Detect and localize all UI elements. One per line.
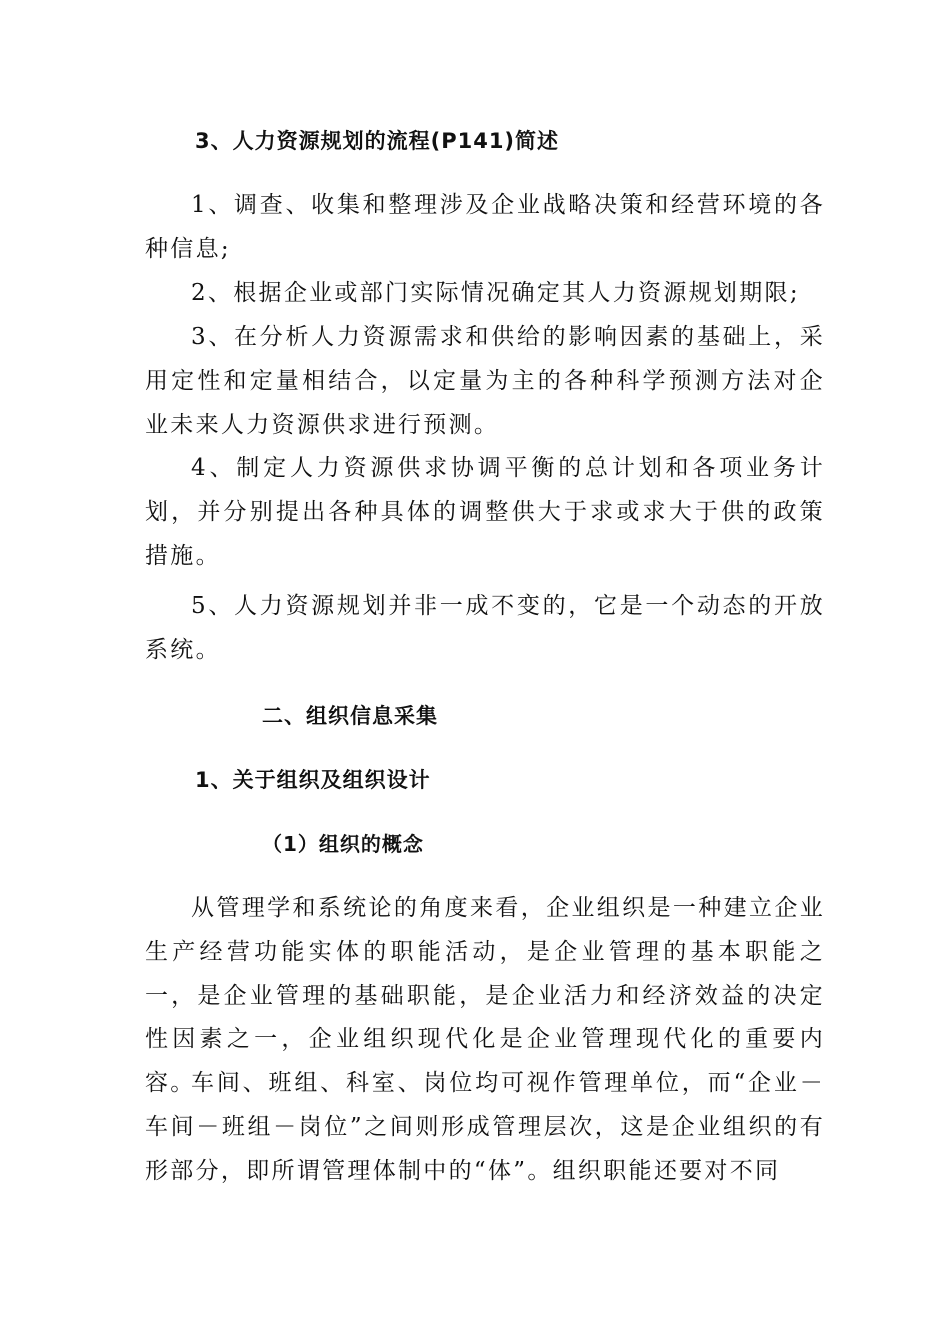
body-paragraph-management-units: 车间、班组、科室、岗位均可视作管理单位，而“企业－车间－班组－岗位”之间则形成管理层次，这是企业组织的有形部分，即所谓管理体制中的“体”。组织职能还要对不同 [145,1070,825,1184]
subsection-title-org-design: 1、关于组织及组织设计 [195,768,431,792]
subsubsection-title-org-concept: （1）组织的概念 [262,832,424,856]
step-1: 1、调查、收集和整理涉及企业战略决策和经营环境的各种信息; [145,192,825,262]
step-3: 3、在分析人力资源需求和供给的影响因素的基础上，采用定性和定量相结合，以定量为主的各种科学预测方法对企业未来人力资源供求进行预测。 [145,324,825,438]
section-title-org-info: 二、组织信息采集 [262,704,438,728]
step-4: 4、制定人力资源供求协调平衡的总计划和各项业务计划，并分别提出各种具体的调整供大于求或求大于供的政策措施。 [145,455,825,569]
body-paragraph-org-concept: 从管理学和系统论的角度来看，企业组织是一种建立企业生产经营功能实体的职能活动，是企业管理的基本职能之一，是企业管理的基础职能，是企业活力和经济效益的决定性因素之一，企业组织现代化是企业管理现代化的重要内容。 [145,895,825,1097]
heading-hr-planning-process: 3、人力资源规划的流程(P141)简述 [195,129,560,153]
step-2: 2、根据企业或部门实际情况确定其人力资源规划期限; [191,280,800,306]
step-5: 5、人力资源规划并非一成不变的，它是一个动态的开放系统。 [145,593,825,663]
